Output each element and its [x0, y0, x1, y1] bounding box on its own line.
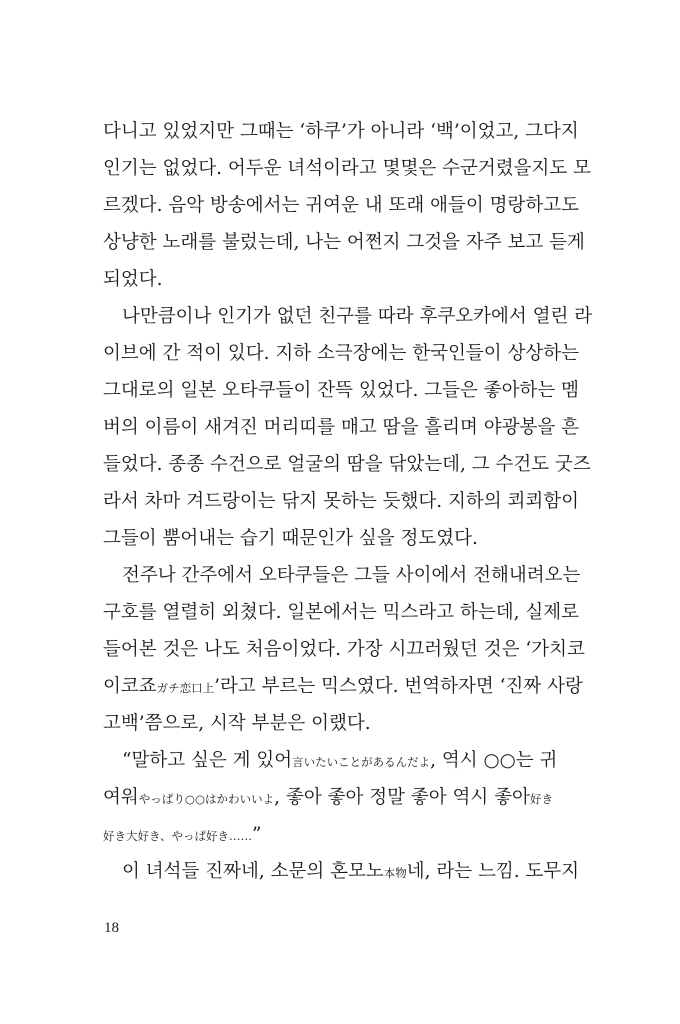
text-line: 들어본 것은 나도 처음이었다. 가장 시끄러웠던 것은 ‘가치코: [103, 639, 585, 660]
text-line: [103, 668, 583, 705]
text-line: 그대로의 일본 오타쿠들이 잔뜩 있었다. 그들은 좋아하는 멤: [103, 380, 579, 401]
text-line: 다니고 있었지만 그때는 ‘하쿠’가 아니라 ‘백’이었고, 그다지: [103, 121, 579, 142]
text-segment: ’라고 부르는 믹스였다. 번역하자면 ‘진짜 사랑: [214, 676, 583, 697]
text-segment: ”: [252, 824, 262, 845]
text-line: 나만큼이나 인기가 없던 친구를 따라 후쿠오카에서 열린 라: [122, 306, 593, 327]
text-line: 라서 차마 겨드랑이는 닦지 못하는 듯했다. 지하의 쾨쾨함이: [103, 491, 579, 512]
japanese-gloss: 言いたいことがあるんだよ: [292, 755, 431, 769]
page-number: 18: [104, 920, 119, 936]
text-line: 그들이 뿜어내는 습기 때문인가 싶을 정도였다.: [103, 528, 478, 549]
text-line: 전주나 간주에서 오타쿠들은 그들 사이에서 전해내려오는: [122, 565, 581, 586]
quote-line: [103, 779, 553, 816]
text-segment: 여워: [103, 787, 139, 808]
text-line: 구호를 열렬히 외쳤다. 일본에서는 믹스라고 하는데, 실제로: [103, 602, 579, 623]
text-segment: , 역시 ○○는 귀: [430, 750, 558, 771]
japanese-gloss: 好き大好き、やっぱ好き……: [103, 829, 253, 843]
japanese-gloss: ガチ恋口上: [156, 681, 215, 695]
text-line: 들었다. 종종 수건으로 얼굴의 땀을 닦았는데, 그 수건도 굿즈: [103, 454, 591, 475]
text-line: 버의 이름이 새겨진 머리띠를 매고 땀을 흘리며 야광봉을 흔: [103, 417, 579, 438]
text-line: 르겠다. 음악 방송에서는 귀여운 내 또래 애들이 명랑하고도: [103, 195, 579, 216]
text-segment: 네, 라는 느낌. 도무지: [406, 861, 580, 882]
japanese-gloss: 本物: [383, 866, 407, 880]
text-line: [103, 853, 580, 890]
text-segment: 이코죠: [103, 676, 157, 697]
japanese-gloss: 好き: [529, 792, 553, 806]
text-line: 인기는 없었다. 어두운 녀석이라고 몇몇은 수군거렸을지도 모: [103, 158, 591, 179]
text-line: 고백’쯤으로, 시작 부분은 이랬다.: [103, 713, 371, 734]
text-segment: “말하고 싶은 게 있어: [122, 750, 293, 771]
text-line: 상냥한 노래를 불렀는데, 나는 어쩐지 그것을 자주 보고 듣게: [103, 232, 585, 253]
text-line: 이브에 간 적이 있다. 지하 소극장에는 한국인들이 상상하는: [103, 343, 579, 364]
quote-line: [103, 742, 558, 779]
text-line: 되었다.: [103, 269, 163, 290]
text-segment: , 좋아 좋아 정말 좋아 역시 좋아: [274, 787, 530, 808]
body-text: [103, 113, 593, 890]
japanese-gloss: やっぱり○○はかわいいよ: [138, 792, 275, 806]
quote-line: [103, 816, 553, 853]
text-segment: 이 녀석들 진짜네, 소문의 혼모노: [122, 861, 384, 882]
